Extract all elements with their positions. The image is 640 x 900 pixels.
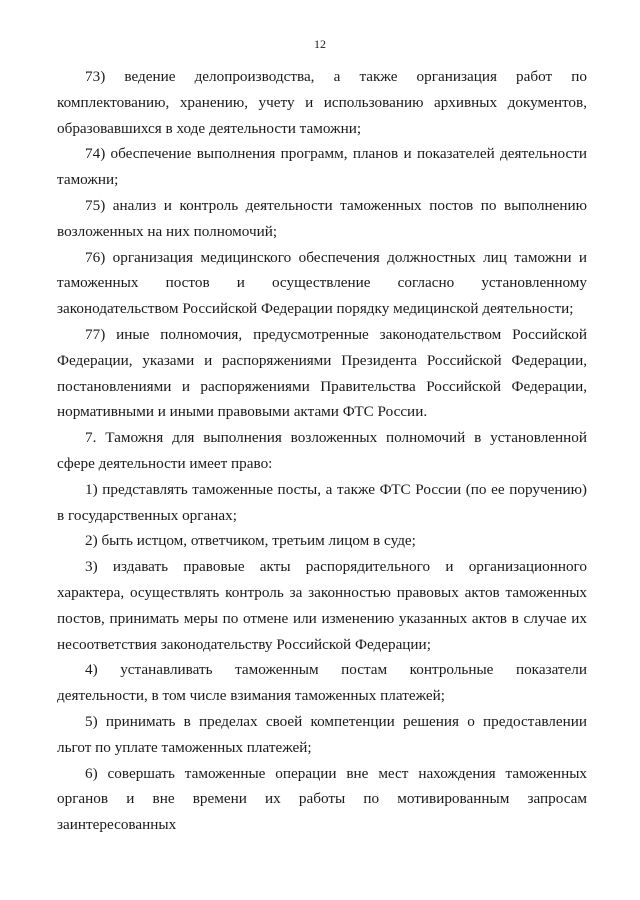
paragraph-section-7: 7. Таможня для выполнения возложенных полномочий в установленной сфере деятельности имеет право: bbox=[57, 429, 587, 472]
paragraph-item-74: 74) обеспечение выполнения программ, планов и показателей деятельности таможни; bbox=[57, 145, 587, 189]
paragraph-item-76: 76) организация медицинского обеспечения должностных лиц таможни и таможенных постов и осуществление согласно установленному законодательством Российской Федерации порядку медицинской деятельности; bbox=[57, 248, 587, 318]
paragraph-right-3: 3) издавать правовые акты распорядительного и организационного характера, осуществлять контроль за законностью правовых актов таможенных постов, принимать меры по отмене или изменению указанных актов в случае их несоответствия законодательству Российской Федерации; bbox=[57, 558, 587, 653]
document-body bbox=[57, 64, 587, 838]
paragraph-right-2: 2) быть истцом, ответчиком, третьим лицом в суде; bbox=[85, 532, 416, 550]
paragraph-item-73: 73) ведение делопроизводства, а также организация работ по комплектованию, хранению, учету и использованию архивных документов, образовавшихся в ходе деятельности таможни; bbox=[57, 68, 587, 137]
paragraph-item-77: 77) иные полномочия, предусмотренные законодательством Российской Федерации, указами и распоряжениями Президента Российской Федерации, постановлениями и распоряжениями Правительства Российской Федерации, нормативными и иными правовыми актами ФТС России. bbox=[57, 325, 587, 421]
page-number: 12 bbox=[314, 37, 326, 51]
paragraph-right-6: 6) совершать таможенные операции вне мест нахождения таможенных органов и вне времени их работы по мотивированным запросам заинтересованных bbox=[57, 764, 587, 834]
paragraph-right-5: 5) принимать в пределах своей компетенции решения о предоставлении льгот по уплате таможенных платежей; bbox=[57, 712, 587, 756]
paragraph-right-1: 1) представлять таможенные посты, а также ФТС России (по ее поручению) в государственных органах; bbox=[57, 480, 587, 524]
paragraph-item-75: 75) анализ и контроль деятельности таможенных постов по выполнению возложенных на них полномочий; bbox=[57, 196, 587, 240]
paragraph-right-4: 4) устанавливать таможенным постам контрольные показатели деятельности, в том числе взимания таможенных платежей; bbox=[57, 661, 587, 705]
